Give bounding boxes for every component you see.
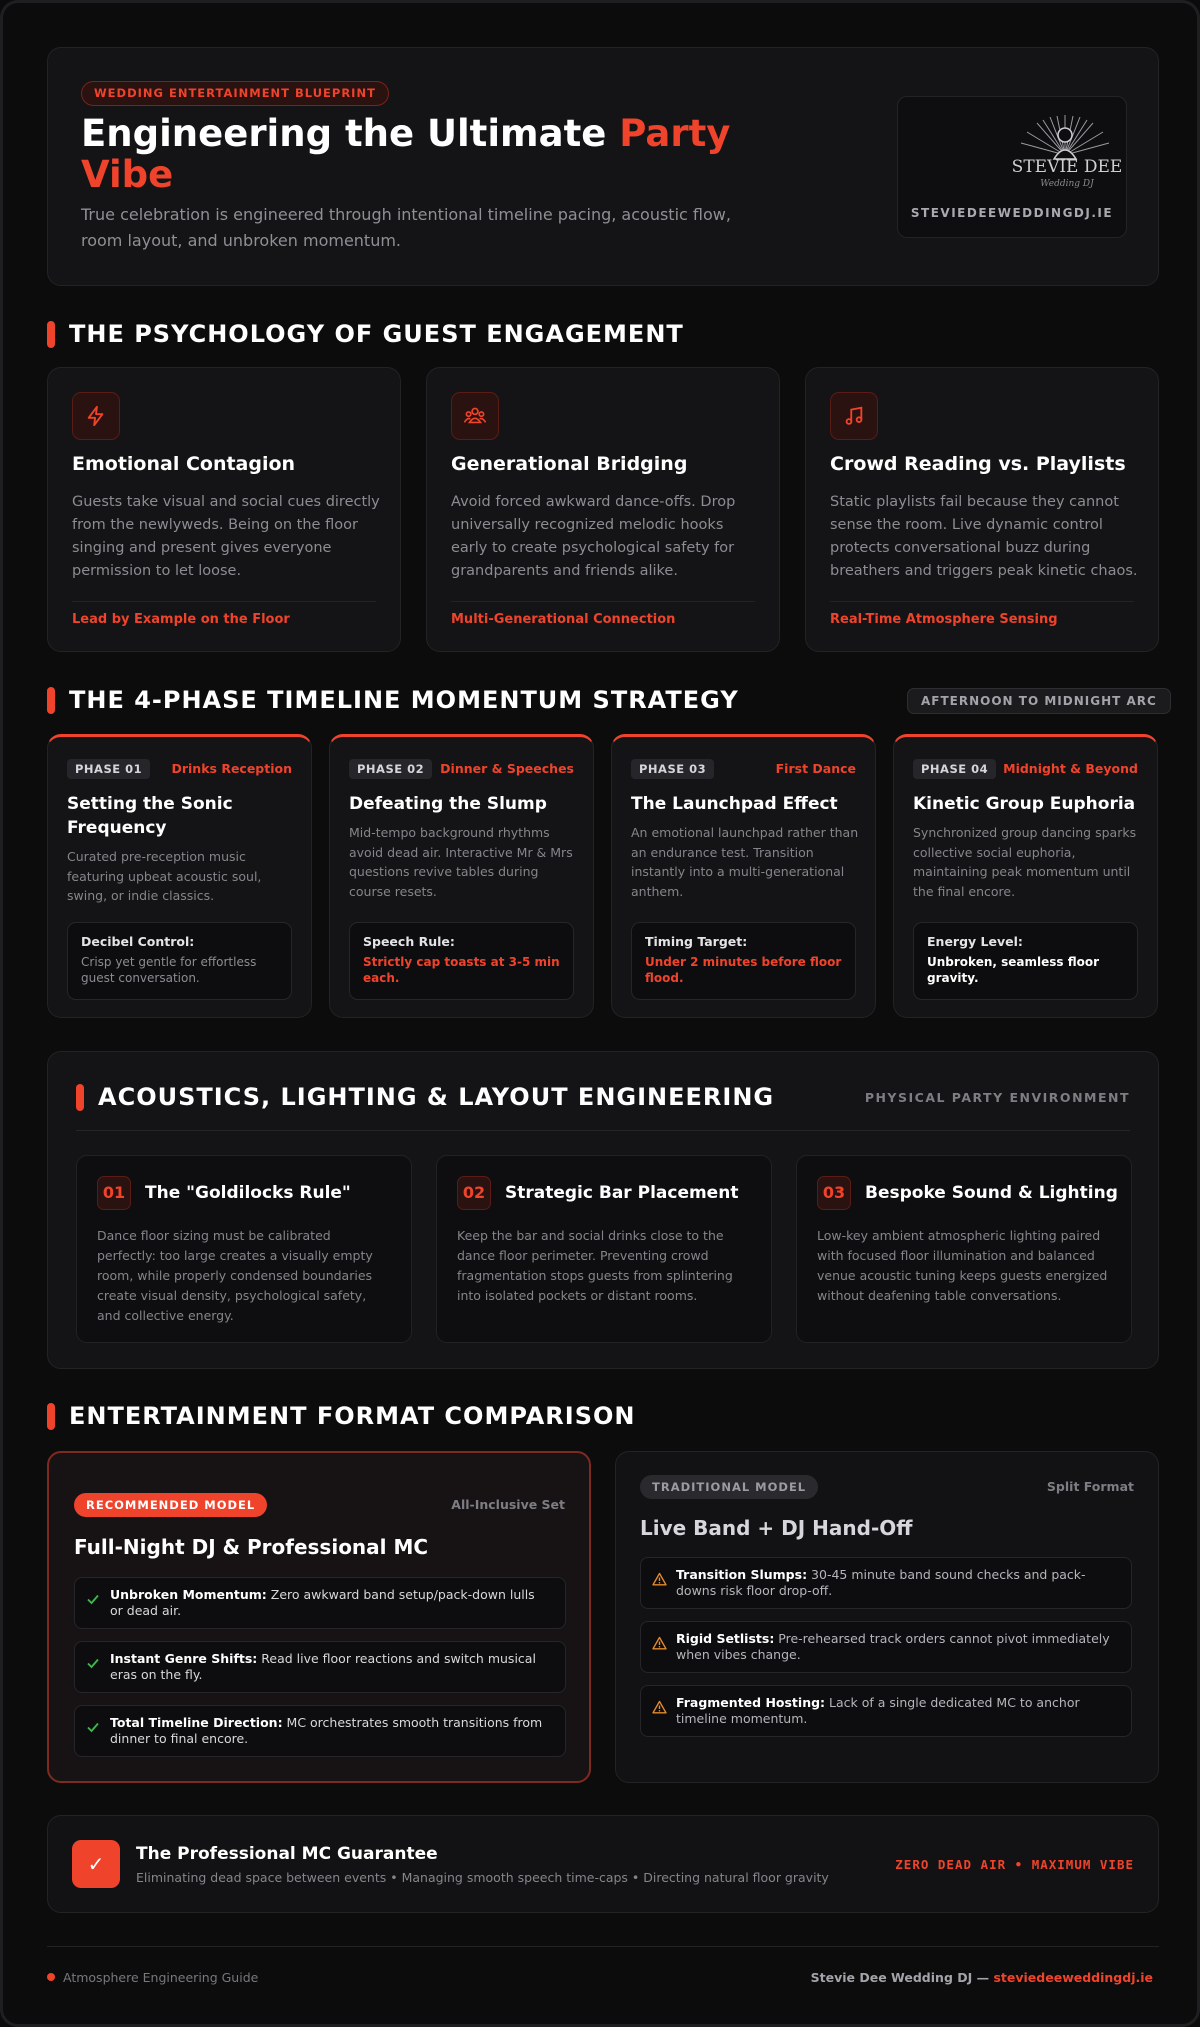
heading-accent-bar — [47, 687, 55, 714]
phase-number: PHASE 03 — [631, 759, 714, 779]
card-title: Crowd Reading vs. Playlists — [830, 453, 1126, 475]
psychology-card — [805, 367, 1159, 652]
phase-title: Kinetic Group Euphoria — [913, 794, 1136, 814]
phase-tag: First Dance — [775, 761, 856, 776]
check-icon — [86, 1656, 100, 1670]
card-body: Static playlists fail because they cannot sense the room. Live dynamic control protects conversational buzz during breathers and triggers peak kinetic chaos. — [830, 494, 1138, 579]
item-text: Zero awkward band setup/pack-down lulls or dead air. — [110, 1587, 535, 1618]
note-label: Energy Level: — [927, 934, 1023, 949]
environment-label: PHYSICAL PARTY ENVIRONMENT — [864, 1090, 1130, 1105]
model-title: Live Band + DJ Hand-Off — [640, 1516, 913, 1540]
list-item-text — [110, 1715, 550, 1747]
item-bold: Total Timeline Direction: — [110, 1715, 283, 1730]
guarantee-slogan: ZERO DEAD AIR • MAXIMUM VIBE — [895, 1857, 1134, 1872]
divider — [76, 1130, 1130, 1131]
item-text: 30-45 minute band sound checks and pack-downs risk floor drop-off. — [676, 1567, 1086, 1598]
section-title: ENTERTAINMENT FORMAT COMPARISON — [69, 1402, 636, 1430]
card-body: Avoid forced awkward dance-offs. Drop universally recognized melodic hooks early to create psychological safety for grandparents and friends alike. — [451, 494, 736, 579]
sunburst-logo-icon — [990, 111, 1140, 161]
acoustics-panel — [47, 1051, 1159, 1369]
phase-note — [631, 922, 856, 1000]
note-value: Crisp yet gentle for effortless guest conversation. — [81, 955, 257, 985]
footer-left — [47, 1970, 258, 1985]
item-bold: Fragmented Hosting: — [676, 1695, 826, 1710]
heading-accent-bar — [76, 1084, 84, 1111]
card-title: Bespoke Sound & Lighting — [865, 1183, 1118, 1203]
item-bold: Transition Slumps: — [676, 1567, 808, 1582]
list-item-text — [676, 1631, 1116, 1663]
note-label: Timing Target: — [645, 934, 748, 949]
phase-tag: Dinner & Speeches — [440, 761, 574, 776]
people-group-icon — [451, 392, 499, 440]
phase-number: PHASE 02 — [349, 759, 432, 779]
phase-card — [47, 734, 312, 1018]
hero-subtitle: True celebration is engineered through intentional timeline pacing, acoustic flow, room layout, and unbroken momentum. — [81, 205, 731, 250]
phase-body: Mid-tempo background rhythms avoid dead air. Interactive Mr & Mrs questions revive tables during course resets. — [349, 825, 573, 899]
phase-body: Synchronized group dancing sparks collective social euphoria, maintaining peak momentum until the final encore. — [913, 825, 1137, 899]
psychology-card — [426, 367, 780, 652]
title-accent: Party Vibe — [81, 112, 731, 196]
section-title: THE 4-PHASE TIMELINE MOMENTUM STRATEGY — [69, 686, 739, 714]
traditional-model-card — [615, 1451, 1159, 1783]
check-icon — [86, 1720, 100, 1734]
note-label: Speech Rule: — [363, 934, 455, 949]
card-number-badge: 02 — [457, 1176, 491, 1210]
phase-note — [349, 922, 574, 1000]
item-bold: Unbroken Momentum: — [110, 1587, 267, 1602]
list-item — [640, 1557, 1132, 1609]
item-bold: Instant Genre Shifts: — [110, 1651, 258, 1666]
phase-note — [913, 922, 1138, 1000]
card-body: Dance floor sizing must be calibrated perfectly: too large creates a visually empty room, while properly condensed boundaries create visual density, psychological safety, and collective energy. — [97, 1228, 373, 1323]
card-title: Strategic Bar Placement — [505, 1183, 739, 1203]
section-title: THE PSYCHOLOGY OF GUEST ENGAGEMENT — [69, 320, 684, 348]
phase-title: The Launchpad Effect — [631, 794, 838, 814]
list-item — [74, 1641, 566, 1693]
recommended-model-card — [47, 1451, 591, 1783]
phase-tag: Midnight & Beyond — [1003, 761, 1138, 776]
phase-card — [893, 734, 1158, 1018]
card-footer: Multi-Generational Connection — [451, 612, 676, 627]
divider — [72, 601, 376, 602]
acoustics-card — [796, 1155, 1132, 1343]
item-text: MC orchestrates smooth transitions from dinner to final encore. — [110, 1715, 543, 1746]
mc-guarantee-banner — [47, 1815, 1159, 1913]
eyebrow-badge: WEDDING ENTERTAINMENT BLUEPRINT — [81, 81, 389, 106]
page-title — [81, 113, 781, 195]
phase-body: An emotional launchpad rather than an endurance test. Transition instantly into a multi-generational anthem. — [631, 825, 859, 899]
logo-card[interactable] — [897, 96, 1127, 238]
card-body: Guests take visual and social cues directly from the newlyweds. Being on the floor singing and present gives everyone permission to let loose. — [72, 494, 380, 579]
traditional-badge: TRADITIONAL MODEL — [640, 1475, 818, 1499]
arc-label-badge: AFTERNOON TO MIDNIGHT ARC — [907, 688, 1171, 714]
note-value: Unbroken, seamless floor gravity. — [927, 955, 1100, 985]
heading-accent-bar — [47, 321, 55, 348]
list-item — [74, 1705, 566, 1757]
item-bold: Rigid Setlists: — [676, 1631, 775, 1646]
set-label: All-Inclusive Set — [451, 1497, 565, 1512]
footer-brand: Stevie Dee Wedding DJ — — [810, 1970, 994, 1985]
phase-number: PHASE 01 — [67, 759, 150, 779]
phase-card — [611, 734, 876, 1018]
card-footer: Lead by Example on the Floor — [72, 612, 290, 627]
list-item-text — [110, 1587, 550, 1619]
set-label: Split Format — [1046, 1479, 1134, 1494]
card-body: Keep the bar and social drinks close to the dance floor perimeter. Preventing crowd fragmentation stops guests from splintering into isolated pockets or distant rooms. — [457, 1228, 733, 1303]
phase-number: PHASE 04 — [913, 759, 996, 779]
item-text: Lack of a single dedicated MC to anchor timeline momentum. — [676, 1695, 1080, 1726]
item-text: Pre-rehearsed track orders cannot pivot immediately when vibes change. — [676, 1631, 1110, 1662]
title-main: Engineering the Ultimate — [81, 112, 620, 155]
phase-title: Defeating the Slump — [349, 794, 547, 814]
list-item — [640, 1685, 1132, 1737]
item-text: Read live floor reactions and switch musical eras on the fly. — [110, 1651, 536, 1682]
note-value: Strictly cap toasts at 3-5 min each. — [363, 955, 560, 985]
checkmark-icon: ✓ — [72, 1840, 120, 1888]
music-note-icon — [830, 392, 878, 440]
psychology-card — [47, 367, 401, 652]
note-label: Decibel Control: — [81, 934, 195, 949]
warning-icon — [652, 1700, 667, 1714]
phase-body: Curated pre-reception music featuring upbeat acoustic soul, swing, or indie classics. — [67, 849, 262, 903]
footer-guide-label: Atmosphere Engineering Guide — [63, 1970, 259, 1985]
phase-note — [67, 922, 292, 1000]
lightning-icon — [72, 392, 120, 440]
hero-card — [47, 47, 1159, 286]
list-item-text — [110, 1651, 550, 1683]
check-icon — [86, 1592, 100, 1606]
model-title: Full-Night DJ & Professional MC — [74, 1535, 429, 1559]
card-number-badge: 01 — [97, 1176, 131, 1210]
list-item — [640, 1621, 1132, 1673]
logo-name: STEVIE DEE — [1011, 157, 1123, 177]
list-item-text — [676, 1695, 1116, 1727]
guarantee-title: The Professional MC Guarantee — [136, 1844, 438, 1864]
heading-accent-bar — [47, 1403, 55, 1430]
recommended-badge: RECOMMENDED MODEL — [74, 1493, 267, 1517]
logo-tagline: Wedding DJ — [1040, 179, 1094, 189]
warning-icon — [652, 1636, 667, 1650]
card-footer: Real-Time Atmosphere Sensing — [830, 612, 1058, 627]
logo-url[interactable]: STEVIEDEEWEDDINGDJ.IE — [910, 206, 1114, 220]
divider — [830, 601, 1134, 602]
website-link[interactable]: steviedeeweddingdj.ie — [993, 1970, 1153, 1985]
phase-title: Setting the Sonic Frequency — [67, 794, 233, 838]
phase-card — [329, 734, 594, 1018]
status-dot-icon — [47, 1973, 55, 1981]
acoustics-card — [76, 1155, 412, 1343]
footer-right — [811, 1970, 1153, 1985]
card-title: The "Goldilocks Rule" — [145, 1183, 351, 1203]
card-number-badge: 03 — [817, 1176, 851, 1210]
acoustics-card — [436, 1155, 772, 1343]
list-item-text — [676, 1567, 1116, 1599]
card-body: Low-key ambient atmospheric lighting paired with focused floor illumination and balanced venue acoustic tuning keeps guests energized without deafening table conversations. — [817, 1228, 1108, 1303]
warning-icon — [652, 1572, 667, 1586]
section-title: ACOUSTICS, LIGHTING & LAYOUT ENGINEERING — [98, 1083, 775, 1111]
card-title: Emotional Contagion — [72, 453, 296, 475]
phase-tag: Drinks Reception — [171, 761, 292, 776]
guarantee-subtitle: Eliminating dead space between events • Managing smooth speech time-caps • Directing natural floor gravity — [136, 1870, 829, 1885]
card-title: Generational Bridging — [451, 453, 688, 475]
list-item — [74, 1577, 566, 1629]
footer-divider — [47, 1946, 1159, 1947]
divider — [451, 601, 755, 602]
note-value: Under 2 minutes before floor flood. — [645, 955, 842, 985]
